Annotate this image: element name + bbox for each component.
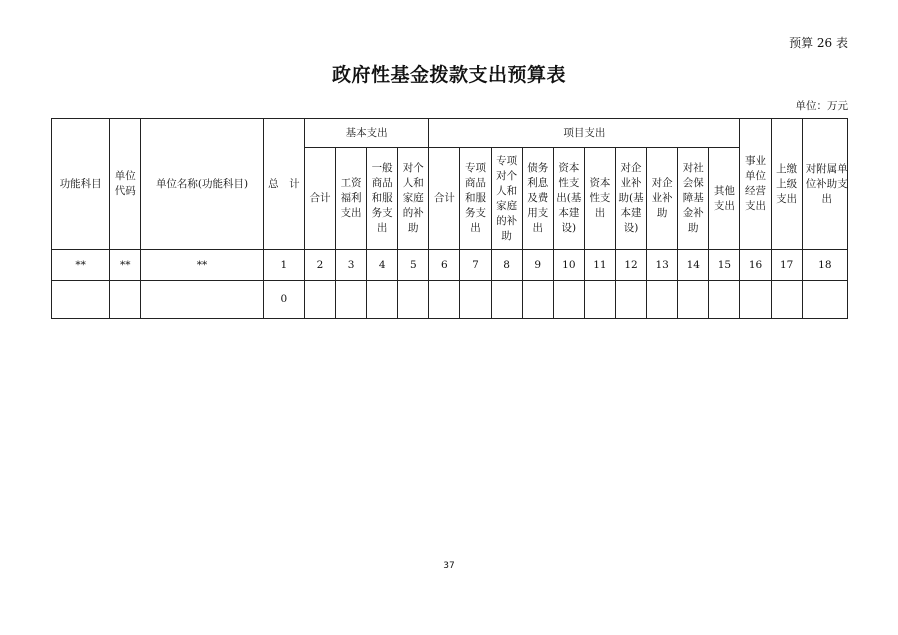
data-cell: [110, 281, 141, 319]
header-project-5: 资本性支出(基本建设): [553, 148, 584, 250]
header-basic-group: 基本支出: [304, 119, 428, 148]
data-cell: [771, 281, 802, 319]
header-unit-name: 单位名称(功能科目): [141, 119, 263, 250]
header-project-group: 项目支出: [429, 119, 740, 148]
number-cell: 12: [616, 250, 647, 281]
data-cell: [740, 281, 771, 319]
header-tail-2: 上缴上级支出: [771, 119, 802, 250]
data-cell: [584, 281, 615, 319]
header-basic-1: 合计: [304, 148, 335, 250]
number-cell: 9: [522, 250, 553, 281]
data-cell: [709, 281, 740, 319]
data-cell: [367, 281, 398, 319]
data-cell: [616, 281, 647, 319]
header-project-10: 其他支出: [709, 148, 740, 250]
data-cell: [52, 281, 110, 319]
header-project-3: 专项对个人和家庭的补助: [491, 148, 522, 250]
header-tail-1: 事业单位经营支出: [740, 119, 771, 250]
data-cell: [460, 281, 491, 319]
data-cell: [336, 281, 367, 319]
header-project-2: 专项商品和服务支出: [460, 148, 491, 250]
number-cell: 14: [678, 250, 709, 281]
data-cell: [429, 281, 460, 319]
header-project-9: 对社会保障基金补助: [678, 148, 709, 250]
number-cell: **: [52, 250, 110, 281]
header-basic-2: 工资福利支出: [336, 148, 367, 250]
header-func-subject: 功能科目: [52, 119, 110, 250]
data-cell: [491, 281, 522, 319]
data-cell: [522, 281, 553, 319]
number-cell: 16: [740, 250, 771, 281]
number-cell: 4: [367, 250, 398, 281]
header-project-7: 对企业补助(基本建设): [616, 148, 647, 250]
data-cell: [678, 281, 709, 319]
unit-label: 单位：万元: [795, 100, 848, 112]
data-cell: [304, 281, 335, 319]
page-number: 37: [443, 561, 455, 571]
data-cell: [647, 281, 678, 319]
form-number: 预算 26 表: [789, 36, 848, 50]
number-cell: 5: [398, 250, 429, 281]
data-cell: [802, 281, 847, 319]
table-row: [52, 250, 848, 281]
budget-table: [51, 118, 848, 319]
header-project-8: 对企业补助: [647, 148, 678, 250]
data-cell-total: 0: [263, 281, 304, 319]
header-project-1: 合计: [429, 148, 460, 250]
data-cell: [553, 281, 584, 319]
number-cell: 7: [460, 250, 491, 281]
number-cell: **: [110, 250, 141, 281]
number-cell: 13: [647, 250, 678, 281]
number-cell: 1: [263, 250, 304, 281]
data-cell: [141, 281, 263, 319]
document-title: 政府性基金拨款支出预算表: [331, 64, 566, 86]
header-project-4: 债务利息及费用支出: [522, 148, 553, 250]
number-cell: 8: [491, 250, 522, 281]
number-cell: 17: [771, 250, 802, 281]
header-unit-code: 单位代码: [110, 119, 141, 250]
header-total: 总 计: [263, 119, 304, 250]
number-cell: 10: [553, 250, 584, 281]
number-cell: 6: [429, 250, 460, 281]
header-basic-3: 一般商品和服务支出: [367, 148, 398, 250]
number-cell: 3: [336, 250, 367, 281]
header-basic-4: 对个人和家庭的补助: [398, 148, 429, 250]
data-cell: [398, 281, 429, 319]
number-cell: 11: [584, 250, 615, 281]
table-row: [52, 281, 848, 319]
number-cell: **: [141, 250, 263, 281]
number-cell: 18: [802, 250, 847, 281]
header-project-6: 资本性支出: [584, 148, 615, 250]
header-tail-3: 对附属单位补助支出: [802, 119, 847, 250]
number-cell: 15: [709, 250, 740, 281]
number-cell: 2: [304, 250, 335, 281]
